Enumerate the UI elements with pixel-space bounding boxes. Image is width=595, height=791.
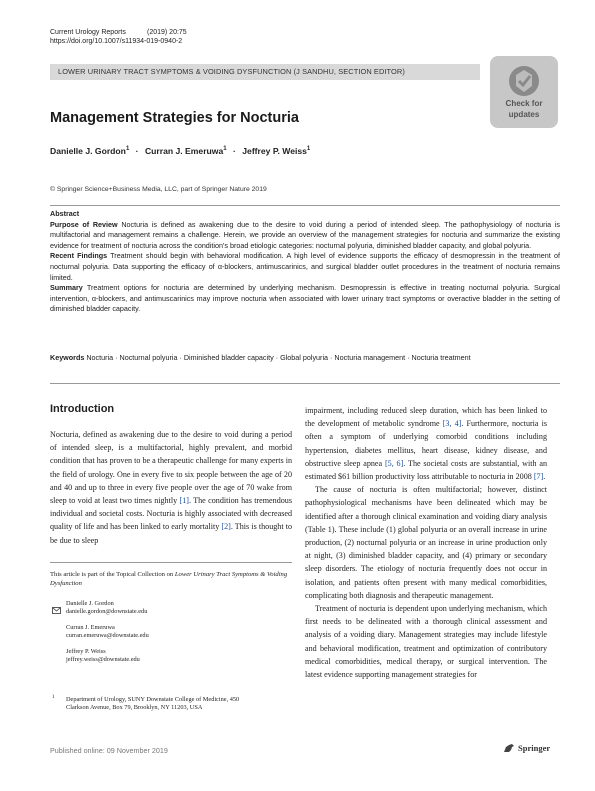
- purpose-text: Nocturia is defined as awakening due to the desire to void during a period of intended sleep. The pathophysiology of nocturia is multifactorial and management remains a challenge. Herein, we provide an overview of the management strategies for nocturia and summarize the existing evidence for treatment of nocturia across the condition's broad etiologic categories: nocturnal polyuria, diminished bladder capacity, and global polyuria.: [50, 219, 561, 250]
- springer-horse-icon: [503, 743, 515, 753]
- right-column: [305, 404, 547, 681]
- findings-label: Recent Findings: [50, 251, 108, 261]
- author-affiliation-sup: 1: [223, 146, 227, 153]
- collection-name[interactable]: Lower Urinary Tract Symptoms & Voiding Dysfunction: [50, 571, 288, 587]
- keywords: [50, 353, 560, 364]
- right-paragraph-3: Treatment of nocturia is dependent upon underlying mechanism, which first needs to be delineated with a thorough clinical assessment and analysis of a voiding diary. Management strategies may include lifestyle and behavioral modification, treatment and optimization of contributory medical comorbidities, medical therapy, or surgical intervention. The latest evidence supporting management strategies for: [305, 604, 547, 680]
- affiliation-line: Department of Urology, SUNY Downstate College of Medicine, 450: [66, 696, 240, 703]
- abstract-summary: [50, 283, 560, 315]
- citation-link[interactable]: [3, 4]: [442, 419, 462, 429]
- author-name[interactable]: Jeffrey P. Weiss: [242, 146, 307, 156]
- summary-text: Treatment options for nocturia are determined by underlying mechanism. Desmopressin is effective in treating nocturnal polyuria. Surgical intervention, α-blockers, and antimuscarinics may improve nocturia when associated with lower urinary tract symptoms or overactive bladder in the setting of diminished bladder capacity.: [50, 283, 560, 314]
- contact-name: Curran J. Emeruwa: [66, 623, 115, 631]
- publisher-logo: [503, 743, 550, 753]
- paragraph-text: Nocturia, defined as awakening due to the desire to void during a period of intended sleep, is a multifactorial, highly prevalent, and morbid condition that has proven to be a therapeutic challenge for many experts in the field of urology. One in every five to six people between the age of 20 and 40 and up to three in every five people over the age of 70 wake from sleep to void at least two times nightly: [50, 430, 292, 506]
- contact-list: [66, 600, 292, 664]
- article-title: Management Strategies for Nocturia: [50, 110, 299, 126]
- copyright-line: © Springer Science+Business Media, LLC, part of Springer Nature 2019: [50, 186, 267, 193]
- right-paragraph-1: [305, 404, 547, 483]
- contact-email[interactable]: danielle.gordon@downstate.edu: [66, 608, 148, 616]
- abstract-findings: [50, 251, 560, 283]
- author-name[interactable]: Curran J. Emeruwa: [144, 146, 224, 156]
- affiliation-line: Clarkson Avenue, Box 79, Brooklyn, NY 11203, USA: [66, 704, 203, 712]
- contact-email[interactable]: curran.emeruwa@downstate.edu: [66, 632, 149, 640]
- keywords-text: Nocturia · Nocturnal polyuria · Diminished bladder capacity · Global polyuria · Nocturia management · Nocturia treatment: [86, 353, 471, 362]
- author-list: Danielle J. Gordon$^1$ · Curran J. Emeruwa$^1$ · Jeffrey P. Weiss$^1$: [50, 146, 311, 156]
- paragraph-text: . This is thought to be due to sleep: [50, 522, 292, 545]
- badge-line2: updates: [508, 109, 540, 119]
- journal-name: Current Urology Reports: [50, 29, 126, 36]
- paragraph-text: . Furthermore, nocturia is often a symptom of underlying comorbid conditions including hypertension, diabetes mellitus, heart disease, kidney disease, and obstructive sleep apnea: [305, 419, 548, 468]
- abstract-purpose: [50, 220, 560, 252]
- author-affiliation-sup: 1: [125, 146, 130, 153]
- right-paragraph-2: The cause of nocturia is often multifactorial; however, distinct pathophysiological mechanisms have been delineated which may be identified after a thorough clinical examination and voiding diary analysis (Table 1). These include (1) global polyuria or an overall increase in urine production, (2) nocturnal polyuria or an increase in urine production only at night, (3) diminished bladder capacity, and (4) primary or secondary sleep disorders. The etiology of nocturia frequently does not occur in isolation, and patients often present with many medical comorbidities, complicating both diagnosis and therapeutic management.: [305, 485, 547, 600]
- check-for-updates-badge[interactable]: [490, 56, 558, 128]
- check-for-updates-icon: [507, 64, 541, 98]
- divider: [50, 205, 560, 206]
- keywords-label: Keywords: [50, 353, 85, 362]
- abstract-heading: Abstract: [50, 209, 80, 218]
- citation-link[interactable]: [7]: [533, 472, 544, 482]
- doi-link[interactable]: https://doi.org/10.1007/s11934-019-0940-2: [50, 38, 183, 45]
- paragraph-text: impairment, including reduced sleep duration, which has been linked to the development of metabolic syndrome: [305, 406, 547, 429]
- paragraph-text: . The condition has tremendous individual and societal costs. Nocturia is highly associated with decreased quality of life and has been linked to early mortality: [50, 496, 292, 532]
- published-date: Published online: 09 November 2019: [50, 746, 168, 755]
- section-heading-introduction: Introduction: [50, 403, 115, 415]
- divider: [50, 383, 560, 384]
- citation-link[interactable]: [5, 6]: [384, 458, 404, 468]
- contact-email[interactable]: jeffrey.weiss@downstate.edu: [66, 656, 140, 664]
- volume-info: (2019) 20:75: [147, 29, 187, 36]
- citation-link[interactable]: [1]: [179, 496, 189, 506]
- paragraph-text: . The societal costs are substantial, with an estimated $61 billion productivity loss attributable to nocturia in 2008: [305, 458, 547, 482]
- contact-name: Danielle J. Gordon: [66, 600, 114, 607]
- note-prefix: This article is part of the Topical Collection on: [50, 571, 175, 578]
- purpose-label: Purpose of Review: [50, 219, 118, 229]
- topical-collection-note: [50, 570, 292, 588]
- author-affiliation-sup: 1: [306, 146, 311, 153]
- citation-link[interactable]: [2]: [221, 522, 231, 532]
- findings-text: Treatment should begin with behavioral modification. A high level of evidence supports the efficacy of desmopressin in the treatment of nocturnal polyuria. Data supporting the efficacy of α-blockers, antimuscarinics, and surgical bladder outlet procedures in the treatment of nocturia remains limited.: [50, 251, 560, 282]
- paragraph-text: .: [543, 472, 546, 482]
- divider: [50, 562, 292, 563]
- left-column-paragraph: [50, 428, 292, 547]
- badge-line1: Check for: [505, 99, 543, 108]
- section-banner-text: LOWER URINARY TRACT SYMPTOMS & VOIDING DYSFUNCTION (J SANDHU, SECTION EDITOR): [58, 67, 405, 76]
- summary-label: Summary: [50, 283, 83, 293]
- abstract: [50, 209, 560, 315]
- section-banner: [50, 64, 480, 80]
- affiliation: [66, 696, 292, 713]
- affiliation-sup: 1: [52, 695, 55, 700]
- publisher-name: Springer: [518, 743, 551, 753]
- envelope-icon: [52, 601, 61, 619]
- contact-name: Jeffrey P. Weiss: [66, 647, 106, 655]
- author-name[interactable]: Danielle J. Gordon: [50, 146, 126, 156]
